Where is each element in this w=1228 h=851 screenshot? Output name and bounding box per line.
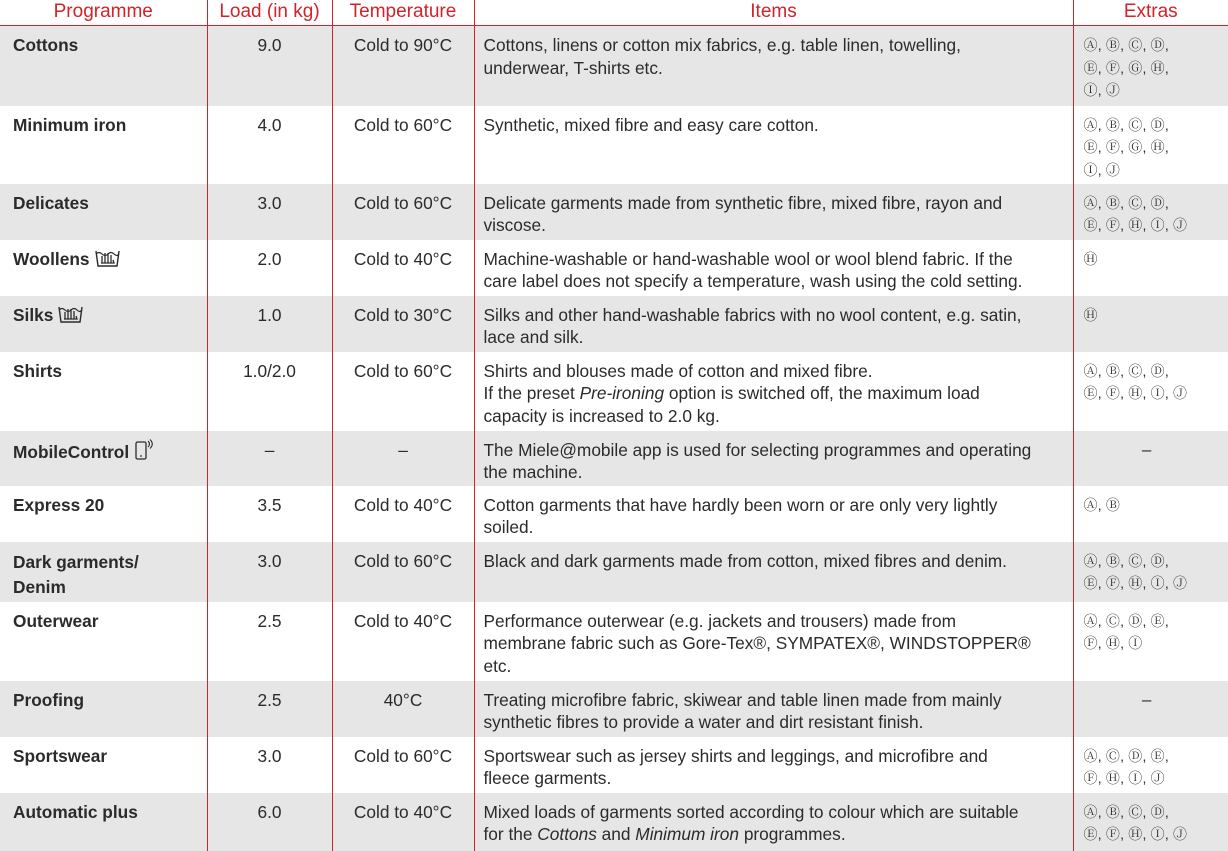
items-cell <box>474 793 1073 851</box>
load-value: 3.0 <box>257 745 282 766</box>
extras-line: Ⓘ, Ⓙ <box>1083 82 1121 98</box>
temperature-cell <box>332 681 474 737</box>
handwash-icon <box>57 304 84 330</box>
extras-cell <box>1073 602 1228 681</box>
items-line: Synthetic, mixed fibre and easy care cotton. <box>483 114 819 135</box>
table-row <box>0 431 1228 486</box>
extras-line: Ⓐ, Ⓑ, Ⓒ, Ⓓ, <box>1083 803 1169 820</box>
programme-cell <box>0 486 207 542</box>
programme-name: MobileControl <box>13 441 130 462</box>
temperature-cell <box>332 737 474 793</box>
programme-cell <box>0 542 207 602</box>
items-cell <box>474 240 1073 296</box>
extras-line: Ⓗ <box>1083 250 1098 267</box>
load-cell <box>207 296 332 352</box>
items-line: Black and dark garments made from cotton, mixed fibres and denim. <box>483 550 1007 571</box>
load-cell <box>207 737 332 793</box>
items-line: lace and silk. <box>483 327 584 347</box>
load-value: – <box>264 439 275 460</box>
extras-cell <box>1073 431 1228 486</box>
table-row <box>0 542 1228 602</box>
extras-line: Ⓔ, Ⓕ, Ⓖ, Ⓗ, <box>1083 59 1169 76</box>
programme-name: Silks <box>13 304 54 325</box>
programme-cell <box>0 681 207 737</box>
items-line: soiled. <box>483 517 534 537</box>
header-load: Load (in kg) <box>207 0 332 26</box>
temperature-value: Cold to 60°C <box>353 360 453 381</box>
table-row <box>0 486 1228 542</box>
programme-name: Cottons <box>13 35 79 55</box>
extras-cell <box>1073 793 1228 851</box>
load-value: 1.0 <box>257 304 282 325</box>
programme-cell <box>0 296 207 352</box>
temperature-value: Cold to 60°C <box>353 550 453 571</box>
extras-cell <box>1073 486 1228 542</box>
temperature-cell <box>332 486 474 542</box>
items-line: underwear, T-shirts etc. <box>483 57 663 78</box>
programme-name: Minimum iron <box>13 114 127 135</box>
header-extras: Extras <box>1073 0 1228 26</box>
temperature-value: – <box>398 439 408 460</box>
extras-cell <box>1073 681 1228 737</box>
extras-cell <box>1073 352 1228 431</box>
items-cell <box>474 106 1073 184</box>
items-line: capacity is increased to 2.0 kg. <box>483 405 720 426</box>
table-row <box>0 296 1228 352</box>
temperature-value: Cold to 60°C <box>353 114 453 135</box>
load-value: 3.0 <box>257 192 282 213</box>
load-cell <box>207 106 332 184</box>
items-line: Treating microfibre fabric, skiwear and table linen made from mainly <box>483 689 1002 710</box>
extras-cell <box>1073 26 1228 106</box>
temperature-cell <box>332 106 474 184</box>
items-line: etc. <box>483 655 512 676</box>
temperature-value: Cold to 90°C <box>353 35 453 55</box>
extras-cell <box>1073 737 1228 793</box>
programme-cell <box>0 602 207 681</box>
programme-name: Woollens <box>13 248 90 269</box>
load-value: 4.0 <box>257 114 282 135</box>
extras-line: Ⓐ, Ⓑ, Ⓒ, Ⓓ, <box>1083 116 1169 133</box>
header-row <box>0 0 1228 26</box>
items-cell <box>474 26 1073 106</box>
extras-line: Ⓐ, Ⓑ, Ⓒ, Ⓓ, <box>1083 362 1169 379</box>
extras-cell <box>1073 542 1228 602</box>
table-row <box>0 602 1228 681</box>
extras-line: – <box>1141 439 1152 459</box>
table-row <box>0 240 1228 296</box>
items-cell <box>474 681 1073 737</box>
temperature-value: Cold to 30°C <box>353 304 453 325</box>
temperature-cell <box>332 431 474 486</box>
load-cell <box>207 352 332 431</box>
header-programme: Programme <box>0 0 207 26</box>
load-cell <box>207 240 332 296</box>
items-cell <box>474 184 1073 240</box>
items-line: Silks and other hand-washable fabrics with no wool content, e.g. satin, <box>483 304 1022 325</box>
temperature-cell <box>332 296 474 352</box>
items-line: fleece garments. <box>483 768 612 788</box>
load-value: 3.5 <box>257 494 282 515</box>
items-line: Machine-washable or hand-washable wool or wool blend fabric. If the <box>483 248 1013 269</box>
load-value: 3.0 <box>257 550 282 571</box>
items-cell <box>474 352 1073 431</box>
items-cell <box>474 737 1073 793</box>
programme-name: Outerwear <box>13 610 99 631</box>
programme-cell <box>0 737 207 793</box>
extras-line: Ⓕ, Ⓗ, Ⓘ <box>1083 635 1143 651</box>
items-cell <box>474 602 1073 681</box>
extras-line: Ⓐ, Ⓒ, Ⓓ, Ⓔ, <box>1083 612 1169 629</box>
table-row <box>0 106 1228 184</box>
temperature-cell <box>332 184 474 240</box>
temperature-value: Cold to 40°C <box>353 610 453 631</box>
items-line: Cotton garments that have hardly been worn or are only very lightly <box>483 494 998 515</box>
programme-cell <box>0 26 207 106</box>
temperature-value: Cold to 60°C <box>353 745 453 766</box>
items-line: membrane fabric such as Gore-Tex®, SYMPATEX®, WINDSTOPPER® <box>483 633 1031 653</box>
items-line: for the Cottons and Minimum iron programmes. <box>483 824 846 844</box>
temperature-cell <box>332 542 474 602</box>
header-temperature: Temperature <box>332 0 474 26</box>
programme-name: Sportswear <box>13 745 108 766</box>
programme-cell <box>0 431 207 486</box>
table-row <box>0 352 1228 431</box>
items-line: Mixed loads of garments sorted according to colour which are suitable <box>483 801 1019 822</box>
temperature-cell <box>332 240 474 296</box>
mobile-icon <box>133 439 155 467</box>
temperature-cell <box>332 26 474 106</box>
extras-line: Ⓕ, Ⓗ, Ⓘ, Ⓙ <box>1083 770 1165 786</box>
items-cell <box>474 486 1073 542</box>
items-line: Sportswear such as jersey shirts and leggings, and microfibre and <box>483 745 988 766</box>
items-cell <box>474 431 1073 486</box>
table-row <box>0 26 1228 106</box>
load-cell <box>207 542 332 602</box>
programme-cell <box>0 106 207 184</box>
handwash-icon <box>94 248 121 274</box>
programme-name: Shirts <box>13 360 62 381</box>
items-line: Cottons, linens or cotton mix fabrics, e.g. table linen, towelling, <box>483 35 961 55</box>
extras-cell <box>1073 184 1228 240</box>
temperature-value: Cold to 40°C <box>353 248 453 269</box>
items-line: The Miele@mobile app is used for selecting programmes and operating <box>483 439 1032 460</box>
items-line: viscose. <box>483 215 546 235</box>
extras-line: Ⓔ, Ⓕ, Ⓗ, Ⓘ, Ⓙ <box>1083 575 1188 591</box>
extras-line: Ⓘ, Ⓙ <box>1083 161 1121 178</box>
load-cell <box>207 184 332 240</box>
temperature-cell <box>332 602 474 681</box>
programme-name: Automatic plus <box>13 801 138 822</box>
load-value: 2.5 <box>257 689 282 710</box>
temperature-value: Cold to 40°C <box>353 494 453 515</box>
load-value: 1.0/2.0 <box>243 360 296 381</box>
programme-name: Delicates <box>13 192 89 213</box>
temperature-value: Cold to 40°C <box>353 801 453 822</box>
temperature-cell <box>332 793 474 851</box>
extras-line: Ⓔ, Ⓕ, Ⓗ, Ⓘ, Ⓙ <box>1083 385 1188 401</box>
extras-line: Ⓐ, Ⓑ, Ⓒ, Ⓓ, <box>1083 37 1169 53</box>
extras-line: Ⓐ, Ⓒ, Ⓓ, Ⓔ, <box>1083 747 1169 764</box>
extras-line: Ⓐ, Ⓑ, Ⓒ, Ⓓ, <box>1083 194 1169 211</box>
items-line: Shirts and blouses made of cotton and mixed fibre. <box>483 360 873 381</box>
load-value: 2.0 <box>257 248 282 269</box>
load-cell <box>207 431 332 486</box>
table-row <box>0 737 1228 793</box>
load-cell <box>207 602 332 681</box>
programme-cell <box>0 793 207 851</box>
programme-name: Dark garments/ Denim <box>13 551 139 597</box>
programme-cell <box>0 184 207 240</box>
header-items: Items <box>474 0 1073 26</box>
extras-line: Ⓔ, Ⓕ, Ⓗ, Ⓘ, Ⓙ <box>1083 826 1188 842</box>
items-line: Performance outerwear (e.g. jackets and trousers) made from <box>483 610 957 631</box>
table-row <box>0 184 1228 240</box>
extras-cell <box>1073 296 1228 352</box>
load-value: 6.0 <box>257 801 282 822</box>
items-line: If the preset Pre-ironing option is switched off, the maximum load <box>483 383 980 403</box>
items-cell <box>474 542 1073 602</box>
extras-cell <box>1073 106 1228 184</box>
extras-line: Ⓔ, Ⓕ, Ⓖ, Ⓗ, <box>1083 139 1169 155</box>
temperature-value: 40°C <box>383 689 423 710</box>
extras-line: Ⓔ, Ⓕ, Ⓗ, Ⓘ, Ⓙ <box>1083 217 1188 233</box>
load-cell <box>207 681 332 737</box>
temperature-value: Cold to 60°C <box>353 192 453 213</box>
programme-cell <box>0 352 207 431</box>
extras-cell <box>1073 240 1228 296</box>
items-line: synthetic fibres to provide a water and dirt resistant finish. <box>483 712 924 732</box>
extras-line: Ⓐ, Ⓑ <box>1083 496 1121 513</box>
programme-cell <box>0 240 207 296</box>
programme-name: Proofing <box>13 689 85 710</box>
load-cell <box>207 26 332 106</box>
load-value: 2.5 <box>257 610 282 631</box>
extras-line: – <box>1141 689 1152 709</box>
programme-name: Express 20 <box>13 494 105 515</box>
items-line: Delicate garments made from synthetic fibre, mixed fibre, rayon and <box>483 192 1003 213</box>
load-cell <box>207 793 332 851</box>
load-cell <box>207 486 332 542</box>
table-row <box>0 793 1228 851</box>
items-line: care label does not specify a temperature, wash using the cold setting. <box>483 271 1023 291</box>
table-row <box>0 681 1228 737</box>
items-cell <box>474 296 1073 352</box>
load-value: 9.0 <box>257 35 282 55</box>
extras-line: Ⓐ, Ⓑ, Ⓒ, Ⓓ, <box>1083 552 1169 569</box>
items-line: the machine. <box>483 462 583 482</box>
temperature-cell <box>332 352 474 431</box>
extras-line: Ⓗ <box>1083 306 1098 323</box>
